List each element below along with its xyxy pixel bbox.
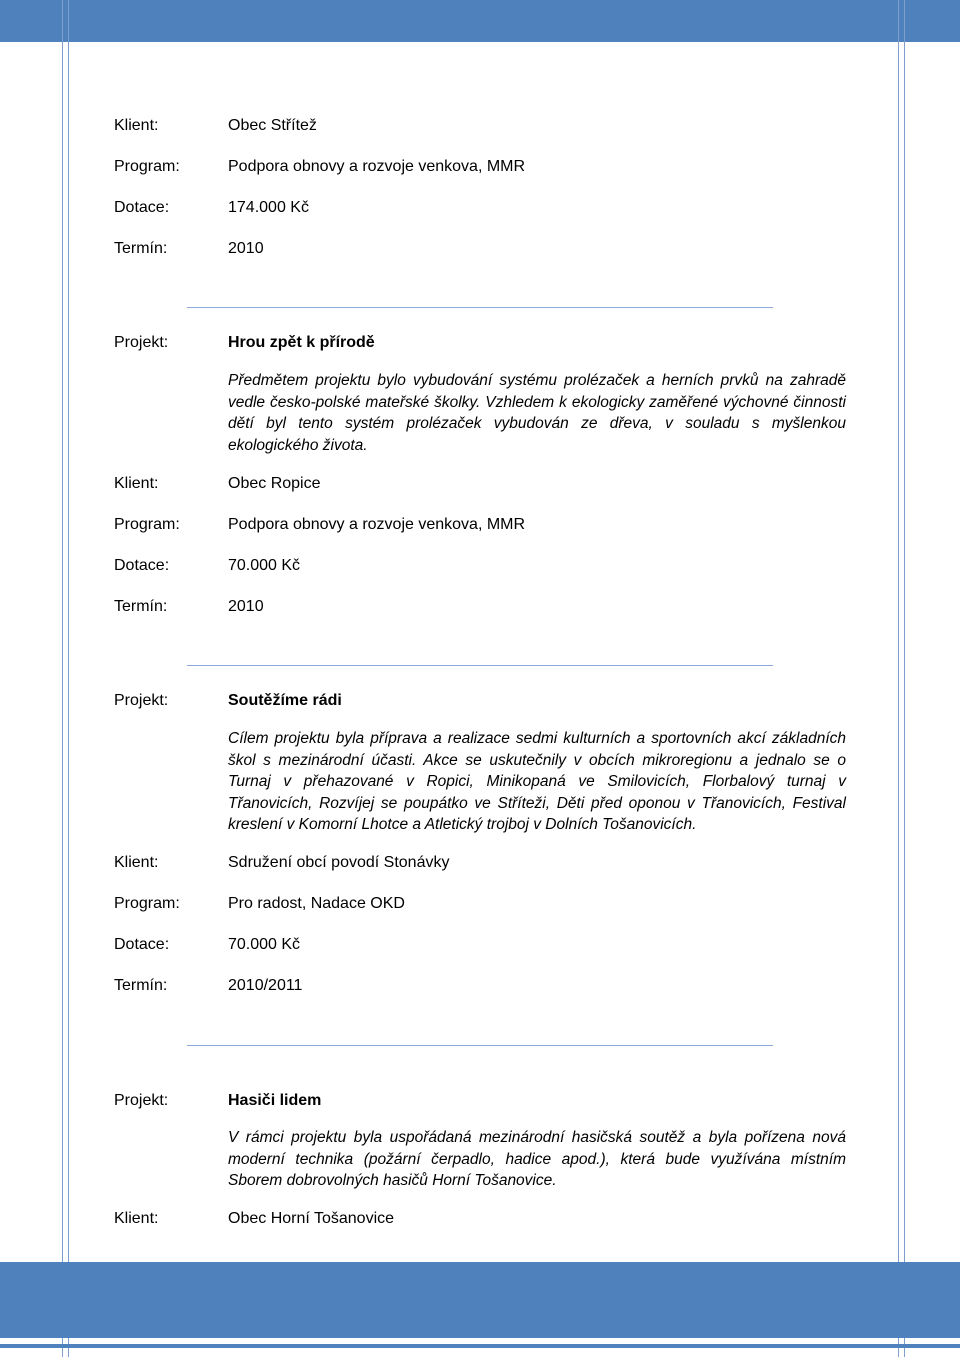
footer-band-thin	[0, 1344, 960, 1348]
section-separator	[187, 1045, 773, 1046]
subsidy-label: Dotace:	[114, 199, 170, 216]
program-label: Program:	[114, 516, 180, 533]
client-value: Obec Ropice	[228, 475, 321, 492]
project-description: V rámci projektu byla uspořádaná mezinárodní hasičská soutěž a byla pořízena nová moderní technika (požární čerpadlo, hadice apod.), která bude využívána místním Sborem dobrovolných hasičů Horní Tošanovice.	[228, 1129, 846, 1190]
program-label: Program:	[114, 158, 180, 175]
client-value: Obec Horní Tošanovice	[228, 1210, 395, 1227]
project-title: Soutěžíme rádi	[228, 692, 342, 709]
project-label: Projekt:	[114, 334, 169, 351]
term-label: Termín:	[114, 977, 168, 994]
client-label: Klient:	[114, 475, 159, 492]
client-label: Klient:	[114, 1210, 159, 1227]
project-label: Projekt:	[114, 1092, 169, 1109]
term-value: 2010	[228, 240, 264, 257]
term-value: 2010	[228, 598, 264, 615]
term-label: Termín:	[114, 598, 168, 615]
program-value: Podpora obnovy a rozvoje venkova, MMR	[228, 158, 526, 175]
project-title: Hasiči lidem	[228, 1092, 322, 1109]
frame-line-right-inner	[898, 0, 899, 1357]
client-value: Obec Střítež	[228, 117, 317, 134]
program-value: Pro radost, Nadace OKD	[228, 895, 405, 912]
term-label: Termín:	[114, 240, 168, 257]
frame-line-left-outer	[62, 0, 63, 1357]
subsidy-label: Dotace:	[114, 557, 170, 574]
client-label: Klient:	[114, 117, 159, 134]
program-label: Program:	[114, 895, 180, 912]
project-description: Cílem projektu byla příprava a realizace sedmi kulturních a sportovních akcí základních škol s mezinárodní účasti. Akce se uskutečnily v obcích mikroregionu a jednalo se o Turnaj v přehazované v Ropici, Minikopaná ve Smilovicích, Florbalový turnaj v Třanovicích, Rozvíjej se poupátko ve Stříteži, Děti před oponou v Třanovicích, Festival kreslení v Komorní Lhotce a Atletický trojboj v Dolních Tošanovicích.	[228, 730, 846, 834]
frame-line-right-outer	[904, 0, 905, 1357]
subsidy-value: 70.000 Kč	[228, 557, 301, 574]
subsidy-label: Dotace:	[114, 936, 170, 953]
client-label: Klient:	[114, 854, 159, 871]
project-label: Projekt:	[114, 692, 169, 709]
program-value: Podpora obnovy a rozvoje venkova, MMR	[228, 516, 526, 533]
term-value: 2010/2011	[228, 977, 303, 994]
footer-band	[0, 1262, 960, 1338]
subsidy-value: 70.000 Kč	[228, 936, 301, 953]
header-band	[0, 0, 960, 42]
subsidy-value: 174.000 Kč	[228, 199, 309, 216]
project-title: Hrou zpět k přírodě	[228, 334, 375, 351]
frame-line-left-inner	[68, 0, 69, 1357]
project-description: Předmětem projektu bylo vybudování systému prolézaček a herních prvků na zahradě vedle česko-polské mateřské školky. Vzhledem k ekologicky zaměřené výchovné činnosti dětí byl tento systém prolézaček vybudován ze dřeva, v souladu s myšlenkou ekologického života.	[228, 372, 846, 454]
section-separator	[187, 307, 773, 308]
section-separator	[187, 665, 773, 666]
client-value: Sdružení obcí povodí Stonávky	[228, 854, 450, 871]
